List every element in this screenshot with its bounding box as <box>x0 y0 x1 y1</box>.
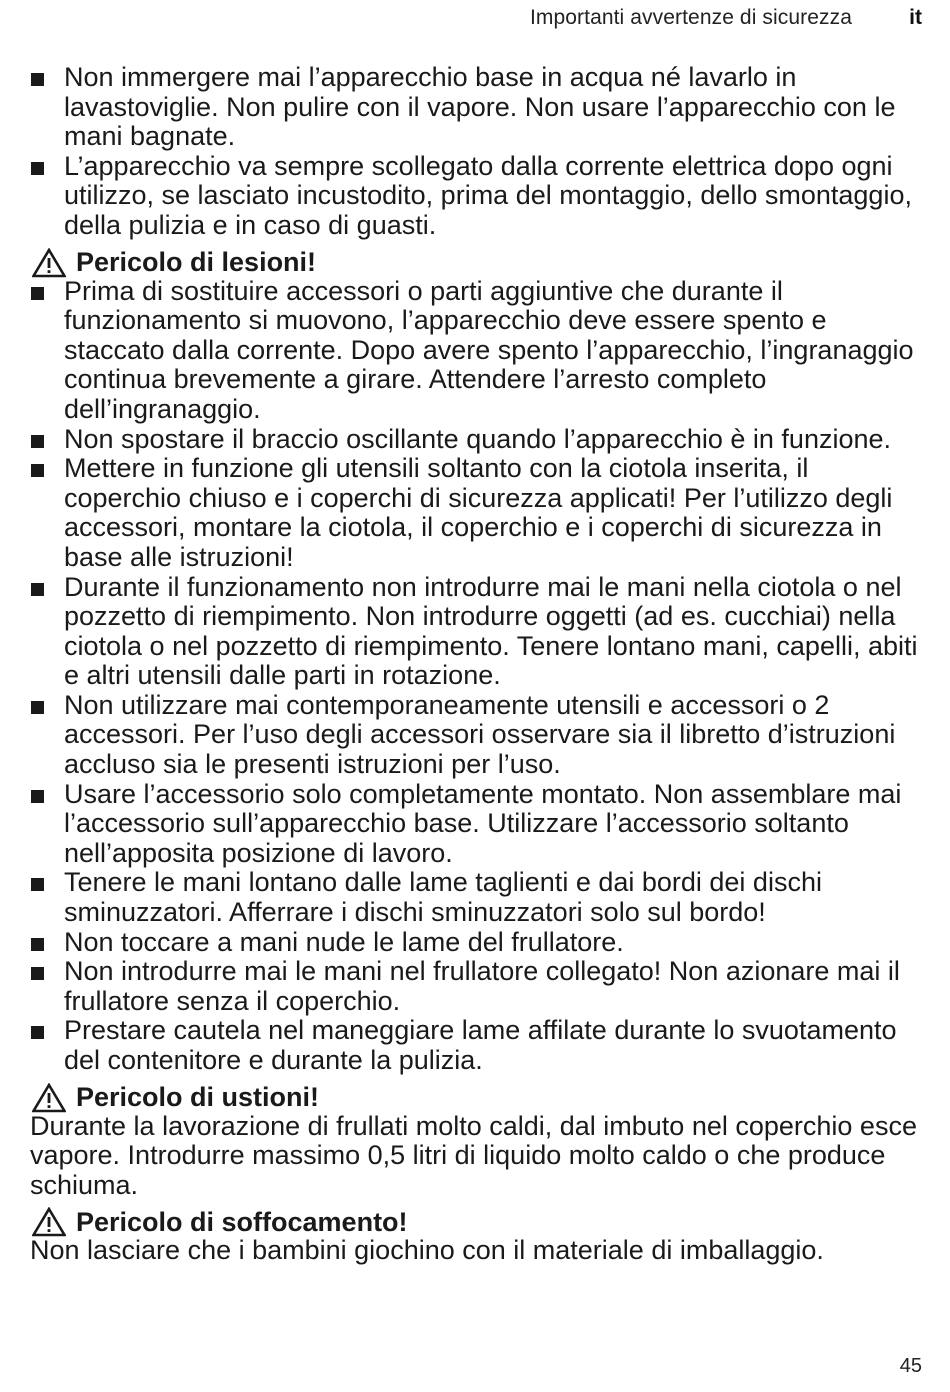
language-code: it <box>909 6 922 29</box>
warning-triangle-icon <box>32 248 66 278</box>
bullet-item <box>30 277 920 425</box>
bullet-item <box>30 928 920 958</box>
safety-instructions <box>30 63 920 1266</box>
warning-heading <box>30 1083 920 1113</box>
bullet-item <box>30 691 920 780</box>
bullet-square-icon <box>31 583 44 596</box>
warning-paragraph: Non lasciare che i bambini giochino con il materiale di imballaggio. <box>30 1235 824 1266</box>
bullet-text: Non utilizzare mai contemporaneamente utensili e accessori o 2 accessori. Per l’uso degli accessori osservare sia il libretto d’istruzioni accluso sia le presenti istruzioni per l’uso. <box>64 689 896 780</box>
bullet-square-icon <box>31 73 44 86</box>
warning-paragraph: Durante la lavorazione di frullati molto caldi, dal imbuto nel coperchio esce vapore. Introdurre massimo 0,5 litri di liquido molto caldo o che produce schiuma. <box>30 1110 917 1200</box>
bullet-square-icon <box>31 162 44 175</box>
warning-triangle-icon <box>32 1207 66 1237</box>
warning-title: Pericolo di lesioni! <box>76 246 317 277</box>
bullet-square-icon <box>31 878 44 891</box>
bullet-item <box>30 868 920 927</box>
bullet-text: Usare l’accessorio solo completamente montato. Non assemblare mai l’accessorio sull’apparecchio base. Utilizzare l’accessorio soltanto nell’apposita posizione di lavoro. <box>64 778 902 868</box>
bullet-item <box>30 573 920 691</box>
bullet-text: Mettere in funzione gli utensili soltanto con la ciotola inserita, il coperchio chiuso e i coperchi di sicurezza applicati! Per l’utilizzo degli accessori, montare la ciotola, il coperchio e i coperchi di sicurezza in base alle istruzioni! <box>64 453 893 572</box>
bullet-item <box>30 63 920 152</box>
bullet-square-icon <box>31 435 44 448</box>
bullet-text: Non immergere mai l’apparecchio base in acqua né lavarlo in lavastoviglie. Non pulire con il vapore. Non usare l’apparecchio con le mani bagnate. <box>64 62 896 152</box>
page-number: 45 <box>899 1355 922 1377</box>
page-header <box>0 6 950 32</box>
bullet-text: Non spostare il braccio oscillante quando l’apparecchio è in funzione. <box>64 423 892 454</box>
bullet-text: L’apparecchio va sempre scollegato dalla corrente elettrica dopo ogni utilizzo, se lasciato incustodito, prima del montaggio, dello smontaggio, della pulizia e in caso di guasti. <box>64 150 912 240</box>
bullet-item <box>30 454 920 572</box>
bullet-text: Tenere le mani lontano dalle lame taglienti e dai bordi dei dischi sminuzzatori. Afferrare i dischi sminuzzatori solo sul bordo! <box>64 867 822 928</box>
bullet-square-icon <box>31 1026 44 1039</box>
bullet-item <box>30 152 920 241</box>
bullet-item <box>30 1016 920 1075</box>
bullet-square-icon <box>31 967 44 980</box>
bullet-item <box>30 425 920 455</box>
bullet-item <box>30 957 920 1016</box>
bullet-square-icon <box>31 701 44 714</box>
bullet-text: Prestare cautela nel maneggiare lame affilate durante lo svuotamento del contenitore e durante la pulizia. <box>64 1015 897 1075</box>
warning-heading <box>30 248 920 278</box>
bullet-square-icon <box>31 464 44 477</box>
warning-title: Pericolo di ustioni! <box>76 1081 320 1112</box>
warning-heading <box>30 1207 920 1237</box>
bullet-square-icon <box>31 790 44 803</box>
bullet-text: Non toccare a mani nude le lame del frullatore. <box>64 926 624 957</box>
header-title: Importanti avvertenze di sicurezza <box>529 6 852 29</box>
bullet-square-icon <box>31 287 44 300</box>
bullet-square-icon <box>31 938 44 951</box>
bullet-text: Non introdurre mai le mani nel frullatore collegato! Non azionare mai il frullatore senza il coperchio. <box>64 956 900 1016</box>
warning-title: Pericolo di soffocamento! <box>76 1206 408 1237</box>
bullet-item <box>30 780 920 869</box>
bullet-text: Durante il funzionamento non introdurre mai le mani nella ciotola o nel pozzetto di riempimento. Non introdurre oggetti (ad es. cucchiai) nella ciotola o nel pozzetto di riempimento. Tenere lontano mani, capelli, abiti e altri utensili dalle parti in rotazione. <box>64 571 918 691</box>
bullet-text: Prima di sostituire accessori o parti aggiuntive che durante il funzionamento si muovono, l’apparecchio deve essere spento e staccato dalla corrente. Dopo avere spento l’apparecchio, l’ingranaggio continua brevemente a girare. Attendere l’arresto completo dell’ingranaggio. <box>64 275 914 424</box>
warning-triangle-icon <box>32 1083 66 1113</box>
